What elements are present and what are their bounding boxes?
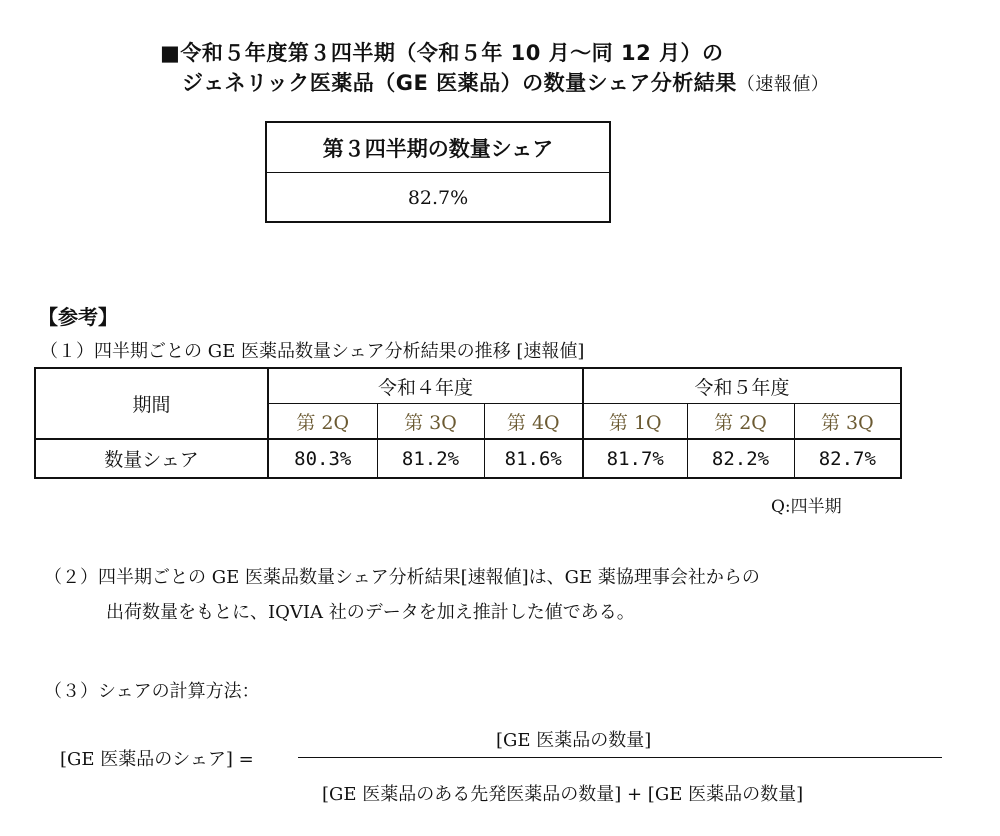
- section-2-line-1: （２）四半期ごとの GE 医薬品数量シェア分析結果[速報値]は、GE 薬協理事会社からの: [44, 567, 760, 588]
- section-2-line-2: 出荷数量をもとに、IQVIA 社のデータを加え推計した値である。: [106, 602, 635, 623]
- formula-numerator: [GE 医薬品の数量]: [496, 730, 652, 751]
- section-3-title: （３）シェアの計算方法：: [44, 681, 260, 702]
- share-value-cell: 81.7%: [583, 439, 687, 478]
- reference-heading: 【参考】: [38, 305, 118, 329]
- share-box-value: 82.7%: [407, 187, 469, 209]
- period-header-cell: 期間: [35, 368, 268, 439]
- year-group-r5: 令和５年度: [583, 368, 901, 404]
- title-line-2-suffix: （速報値）: [736, 74, 830, 95]
- share-header-cell: 数量シェア: [35, 439, 268, 478]
- quarter-cell: 第 3Q: [794, 404, 901, 440]
- title-line-2: [182, 67, 829, 97]
- formula-lhs: [GE 医薬品のシェア] =: [60, 749, 254, 770]
- formula-denominator: [GE 医薬品のある先発医薬品の数量] + [GE 医薬品の数量]: [322, 784, 804, 805]
- year-group-r4: 令和４年度: [268, 368, 583, 404]
- quarter-cell: 第 4Q: [484, 404, 583, 440]
- quarterly-share-table: [34, 367, 902, 479]
- formula-fraction-line: [298, 757, 942, 758]
- section-1-title: （１）四半期ごとの GE 医薬品数量シェア分析結果の推移 [速報値]: [40, 341, 585, 362]
- table-row-shares: [35, 439, 901, 478]
- quarter-cell: 第 3Q: [377, 404, 484, 440]
- table-row-years: [35, 368, 901, 404]
- share-value-cell: 82.7%: [794, 439, 901, 478]
- table-footnote: Q:四半期: [771, 497, 842, 517]
- quarter-cell: 第 2Q: [687, 404, 794, 440]
- current-quarter-share-box: [265, 121, 611, 223]
- share-value-cell: 80.3%: [268, 439, 377, 478]
- share-value-cell: 81.6%: [484, 439, 583, 478]
- quarter-cell: 第 1Q: [583, 404, 687, 440]
- title-line-1: ■令和５年度第３四半期（令和５年 10 月～同 12 月）の: [160, 41, 724, 65]
- share-value-cell: 81.2%: [377, 439, 484, 478]
- quarter-cell: 第 2Q: [268, 404, 377, 440]
- share-box-header: 第３四半期の数量シェア: [267, 123, 609, 173]
- title-line-2-main: ジェネリック医薬品（GE 医薬品）の数量シェア分析結果: [182, 71, 737, 95]
- share-value-cell: 82.2%: [687, 439, 794, 478]
